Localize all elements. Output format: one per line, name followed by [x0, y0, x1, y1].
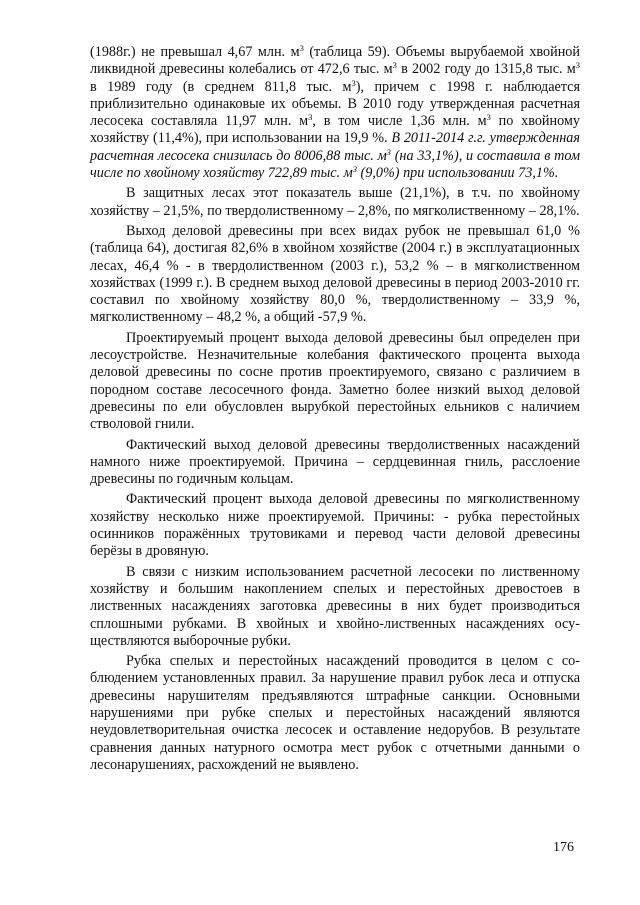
superscript: 3 — [486, 112, 491, 123]
body-text — [90, 44, 580, 777]
paragraph — [90, 564, 580, 650]
superscript: 3 — [392, 60, 397, 71]
text-run: (9,0%) при использовании 73,1%. — [356, 165, 559, 182]
superscript: 3 — [299, 43, 304, 53]
text-run: В 2011-2014 г.г. утвержденная расчетная лесосека снизилась до 8006,88 тыс. м — [90, 130, 580, 164]
paragraph — [90, 223, 580, 327]
text-run: (таблица 59). Объемы вырубаемой хвойной ликвидной древесины колебались от 472,6 тыс. м — [90, 44, 580, 78]
paragraph — [90, 653, 580, 774]
superscript: 3 — [308, 112, 313, 123]
paragraph — [90, 330, 580, 434]
text-run: ), причем с 1998 г. наблюдается приблизительно одинаковые их объемы. В 2010 году утвержденная расчетная лесосека составляла 11,97 млн. м — [90, 78, 581, 130]
superscript: 3 — [351, 77, 356, 88]
text-run: Фактический процент выхода деловой древесины по мягколиственному хозяйству несколько ниже проектируемой. Причины: - рубка перестойных осинников поражённых трутовиками и перевод части деловой древесины берёзы в дровяную. — [90, 491, 580, 560]
text-run: В связи с низким использованием расчетной лесосеки по лиственному хозяйству и большим накоплением спелых и перестойных древостоев в лиственных насаждениях заготовка древесины в них будет производиться сплошными рубками. В хвойных и хвойно-лиственных насаждениях осуществляются выборочные рубки. — [90, 563, 580, 649]
superscript: 3 — [386, 146, 391, 157]
text-run: , в том числе 1,36 млн. м — [312, 113, 487, 130]
superscript: 3 — [352, 164, 357, 175]
paragraph — [90, 185, 580, 220]
text-run: В защитных лесах этот показатель выше (21,1%), в т.ч. по хвойному хозяйству – 21,5%, по твердолиственному – 2,8%, по мягколиственному – 28,1%. — [90, 185, 580, 219]
text-run: Фактический выход деловой древесины твердолиственных насаждений намного ниже проектируемой. Причина – сердцевинная гниль, расслоение древесины по годичным кольцам. — [90, 436, 580, 488]
text-run: (на 33,1%), и составила в том числе по хвойному хозяйству 722,89 тыс. м — [90, 147, 580, 182]
text-run: (1988г.) не превышал 4,67 млн. м — [90, 44, 300, 60]
text-run: Рубка спелых и перестойных насаждений проводится в целом с соблюдением установленных правил. За нарушение правил рубок леса и отпуска древесины нарушителям предъявляются штрафные санкции. Основными нарушениями при рубке спелых и перестойных насаждений являются неудовлетворительная очистка лесосек и оставление недорубов. В результате сравнения данных натурного осмотра мест рубок с отчетными данными о лесонарушениях, расхождений не выявлено. — [90, 653, 580, 773]
text-run: по хвойному хозяйству (11,4%), при использовании на 19,9 %. — [90, 113, 580, 147]
paragraph — [90, 44, 580, 182]
text-run: в 2002 году до 1315,8 тыс. м — [396, 61, 576, 78]
page-number: 176 — [553, 840, 574, 855]
text-run: Выход деловой древесины при всех видах рубок не превышал 61,0 % (таблица 64), достигая 82,6% в хвойном хозяйстве (2004 г.) в эксплуатационных лесах, 46,4 % - в твердолиственном (2003 г.), 53,2 % – в мягколиственном хозяйствах (1999 г.). В среднем выход деловой древесины в период 2003-2010 гг. составил по хвойному хозяйству 80,0 %, твердолиственному – 33,9 %, мягколиственному – 48,2 %, а общий -57,9 %. — [90, 222, 580, 326]
text-run: в 1989 году (в среднем 811,8 тыс. м — [90, 78, 352, 95]
paragraph — [90, 491, 580, 560]
superscript: 3 — [575, 60, 580, 71]
paragraph — [90, 437, 580, 489]
text-run: Проектируемый процент выхода деловой древесины был определен при лесоустройстве. Незначительные колебания фактического процента выхода деловой древесины по сосне против проектируемого, связано с различием в породном составе лесосечного фонда. Заметно более низкий выход деловой древесины по ели обусловлен вырубкой перестойных ельников с наличием стволовой гнили. — [90, 329, 580, 433]
